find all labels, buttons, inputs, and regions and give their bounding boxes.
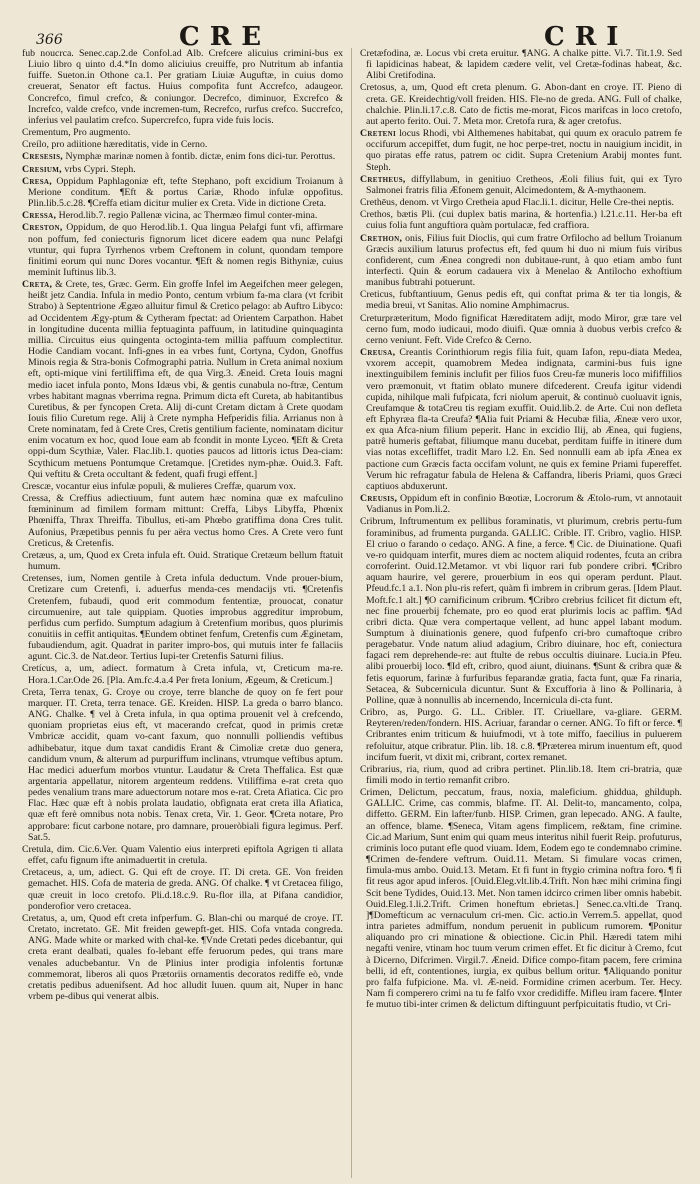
- dictionary-entry: [22, 913, 343, 1002]
- dictionary-entry: [360, 764, 682, 786]
- dictionary-entry: [22, 481, 343, 492]
- dictionary-entry: [22, 687, 343, 843]
- dictionary-entry: [360, 233, 682, 289]
- entry-lemma: Cresa,: [22, 175, 52, 187]
- entry-text: Creílo, pro adiitione hæreditatis, vide in Cerno.: [22, 139, 208, 151]
- entry-text: Cretaceus, a, um, adiect. G. Qui eft de croye. IT. Di creta. GE. Von freiden gemachet. HIS. Cofa de materia de greda. ANG. Of chalke. ¶ vt Cretacea filigo, quæ creuit in loco cretofo. Pli.d.18.c.9. Ru-flor illa, at Pifana candidior, ponderofior vero cretacea.: [22, 867, 343, 912]
- left-column: [16, 48, 352, 1178]
- entry-text: Herod.lib.7. regio Pallenæ vicina, ac Thermæo fimul conter-mina.: [58, 210, 318, 222]
- entry-lemma: Creston,: [22, 222, 63, 234]
- dictionary-entry: [360, 787, 682, 1010]
- dictionary-entry: [22, 151, 343, 162]
- dictionary-entry: [360, 707, 682, 763]
- entry-lemma: Creteni: [360, 128, 397, 140]
- dictionary-entry: [22, 176, 343, 209]
- dictionary-entry: [22, 573, 343, 662]
- entry-text: Oppidum, de quo Herod.lib.1. Qua lingua Pelafgi funt vfi, affirmare non poffum, fed coniecturis fignorum licet dicere eadem qua nunc Pelafgi vtuntur, qui fupra Tyrrhenos vrbem Creftonem in colunt, quondam tempore finitimi eorum qui nunc Dores vocantur. ¶Eft & nomen regis Bithyniæ, cuius meminit Iuftinus lib.3.: [28, 222, 344, 278]
- dictionary-entry: [360, 289, 682, 311]
- entry-text: Crescæ, vocantur eius infulæ populi, & mulieres Creffæ, quarum vox.: [22, 480, 296, 492]
- dictionary-entry: [360, 82, 682, 127]
- dictionary-entry: [22, 222, 343, 278]
- entry-text: Cribrum, Inftrumentum ex pellibus foraminatis, vt plurimum, crebris pertu-fum foraminibus, ad frumenta purganda. GALLIC. Crible. IT. Cribro, vaglio. HISP. El criuo o farando o cedaço. ANG. A fine, a ferce. ¶ Cic. de Diuinatione. Quafi ve-ro quidquam interfit, mures diem ac noctem aliquid rodentes, fcuta an cribra corroferint. Ouid.12.Metamor. vt vbi liquor rari fub pondere cribri. ¶Cribro aquam haurire, vel gerere, prouerbium in eos qui operam perdunt. Plaut. Pfeud.fc.1 a.1. Non plu-ris refert, quàm fi imbrem in cribrum geras. [Idem Plaut. Moft.fc.1 alt.] ¶O carnificinum cribrum. ¶Cribro crebrius fcilicet fit dictum eft, nec fine prouerbij fchemate, pro eo quod erat plurimis locis ac paffim. ¶Ad cribri dicta. Quæ vera compertaque vellent, ad hunc appel labant modum. Sumptum à diuinationis genere, quod fufpenfo cri-bro cumaftoque cribro peragebatur. Vnde natum aliud adagium, Cribro diuinare, hoc eft, coniectura fagaci rem deprehende-re: aut ftulte de rebus occultis diuinare. Lucia.in Pfeu. alibi prouerbij loco. ¶Id eft, cribro, quod aiunt, diuinans. ¶Sunt & cribra quæ & fetis equorum, farinæ à furfuribus feparandæ gratia, facta funt, quæ Fa rinaria, Setacea, & Subcernicula dicuntur. Sunt & Excufforia à lino & Pollinaria, à Polline, quæ à nonnullis ab incernendo, Incernicula di-cta funt.: [360, 516, 682, 706]
- entry-lemma: Cretheus,: [360, 173, 406, 185]
- dictionary-entry: [22, 663, 343, 685]
- entry-text: & Crete, tes, Græc. Germ. Ein groffe Infel im Aegeifchen meer gelegen, heißt jetz Candia. Infula in medio Ponto, centum vrbium fa-ma clara (vt fcribit Strabo) à Septentrione Ægæo alluitur fimul & Cretico pelago: ab Auftro Libyco: ad Occidentem Ægy-ptum & Cytheram fpectat: ad Orientem Carpathon. Habet in longitudine ducenta millia feptuaginta paffuum, in latitudine quinquaginta millia. Circuitus eius quingenta octoginta-tem millia paffuum complectitur. Hodie Candiam vocant. Infi-gnes in ea vrbes funt, Cortyna, Cydon, Gnoffus Minois regia & Stra-bonis Cofmographi patria. Nullum in Creta animal noxium eft, opti-mique vini fertiliffima eft, de qua Virg.3. Æneid. Creta Iouis magni medio iacet infula ponto, Mons Idæus vbi, & gentis cunabula no-ftræ, Centum vrbes habitant magnas vberrima regna. Primum dicta eft Cureta, ab habitantibus Curetibus, & per fyncopen Creta. Alij di-cunt Cretam dictam à Crete quodam Iouis filio Curetum rege. Alij à Crete nympha Hefperidis filia. Arrianus non à Crete nominatam, fed à Crete Cres, Cretis gentilium faciente, nominatam dicitur enim vocatum ex hoc, quod Ioue eam ab fcondit in monte Lyceo. ¶Eft & Creta oppi-dum Scythiæ, Valer. Flac.lib.1. quoties paucos ad littoris ictus Dea-ciam: Scythicum metuens Pontumque Cretamque. [Cretides nym-phæ. Ouid.3. Faft. Qui veftitu & Creta occultant & fedent, quafi frugi effent.]: [28, 279, 344, 480]
- entry-lemma: Crethon,: [360, 232, 403, 244]
- running-head-left: CRE: [179, 22, 272, 52]
- entry-text: Crementum, Pro augmento.: [22, 127, 131, 139]
- dictionary-entry: [22, 210, 343, 221]
- entry-lemma: Cresium,: [22, 163, 62, 175]
- dictionary-entry: [22, 164, 343, 175]
- right-column: [352, 48, 688, 1178]
- dictionary-entry: [360, 128, 682, 173]
- entry-text: Nymphæ marinæ nomen à fontib. dictæ, enim fons dici-tur. Perottus.: [65, 151, 336, 163]
- entry-text: locus Rhodi, vbi Althemenes habitabat, qui quum ex oraculo patrem fe occifurum accepiffet, dum fugit, ne hoc perpe-tret, noctu in nauigium incidit, in quo piratas effe ratus, patrem oc cidit. Supra Cretenium Arabij montes funt. Steph.: [366, 128, 682, 173]
- dictionary-entry: [360, 197, 682, 208]
- dictionary-entry: [22, 48, 343, 126]
- dictionary-entry: [22, 493, 343, 549]
- entry-text: Cribro, as, Purgo. G. LL. Cribler. IT. Criuellare, va-gliare. GERM. Reyteren/reden/fondern. HIS. Acriuar, farandar o cerner. ANG. To fift or ferce. ¶ Cribrantes enim triticum & huiufmodi, vt à tote miffo, faecilius in puluerem refoluitur, atque cribratur. Plin. lib. 18. c.8. ¶Præterea mirum inuentum eft, quod incifum fuerit, vt dixit mi, cribrant, cortex remanet.: [360, 707, 682, 763]
- entry-text: Creturpræteritum, Modo fignificat Hæreditatem adijt, modo Miror, græ tare vel cerno fum, modo iudicaui, modo diuifi. Quæ omnia à duobus verbis crefco & cerno veniunt. Feft. Vide Crefco & Cerno.: [360, 312, 682, 346]
- entry-text: Cretatus, a, um, Quod eft creta infperfum. G. Blan-chi ou marqué de croye. IT. Cretato, incretato. GE. Mit freiden gewepft-get. HIS. Cofa vntada congreda. ANG. Made white or marked with chal-ke. ¶Vnde Cretati pedes dicebantur, qui creta erant dealbati, quales fo-lebant effe feruorum pedes, qui trans mare venales aducbebantur. Vn de Plinius inter prodigia infolentis fortunæ commemorat, liberos ali quos Prætoriis ornamentis decoratos rediffe eò, vnde cretatis pedibus aduenifsent. Ad hoc alludit Iuuen. quum ait, Nuper in hanc vrbem pe-dibus qui venerat albis.: [22, 912, 343, 1002]
- entry-text: Cretæus, a, um, Quod ex Creta infula eft. Ouid. Stratique Cretæum bellum ftatuit humum.: [22, 549, 343, 573]
- dictionary-entry: [360, 313, 682, 346]
- page-number: 366: [36, 32, 63, 48]
- dictionary-entry: [22, 279, 343, 480]
- entry-text: Cretícus, a, um, adiect. formatum à Creta infula, vt, Creticum ma-re. Hora.1.Car.Ode 26. [Pla. Am.fc.4.a.4 Per freta Ionium, Ægeum, & Creticum.]: [22, 663, 343, 686]
- entry-text: Crimen, Delictum, peccatum, fraus, noxia, maleficium. ghiddua, ghilduph. GALLIC. Crime, cas commis, blafme. IT. Al. Delit-to, mancamento, colpa, diffetto. GERM. Ein lafter/funb. HISP. Crimen, gran lepecado. ANG. A faulte, an offence, blame. ¶Seneca, Vitam agens fimplicem, re&tam, fine crimine. Cic.ad Marium, Sunt enim qui quam meus interitus nihil fuerit Reip. profuturus, criminis loco putant efle quod viuam. Idem, Eodem ego te condemnabo crimine. ¶Crimen de-fendere veftrum. Ouid.11. Metam. Si fimulare vocas crimen, fimula-mus ambo. Ouid.13. Metam. Et fi funt in ftygio crimina noftra foro. ¶ fi fit reus agor apud inferos. [Ouid.Eleg.vlt.lib.4.Trift. Non hæc mihi crimina fingi Scit bene Tydides, Ouid.13. Met. Non tamen idcirco crimen liber omnis habebit. Ouid.Eleg.1.li.2.Trift. Crimen honeftum ebrietas.] Senec.ca.vlti.de Tranq. ]¶Domefticum ac vernaculum cri-men. Cic. actio.in Verrem.5. appellat, quod intra parietes admiffum, nondum peruenit in publicum rumorem. ¶Ponitur aliquando pro cri minatione & obiectione. Cic.in Phil. Hæredi tatem mihi negafti venire, vtinam hoc tuum verum crimen effet. Et fic dicitur à Cremo, fcut à Dicerno, Difcrimen. Virgil.7. Æneid. Difice compo-fitam pacem, fere crimina belli, id eft, contentiones, iurgia, ex quibus bellum oritur. ¶Aliquando ponitur pro falfa fufpicione. Ma. vl. Æ-neid. Formidine crimen acerbum. Ter. Hecy. Nam fi comperero crimi na tu fe falfo vxor credidiffe. Mifleu iram facere. ¶Inter fe mutuo tibi-inter crimen & delictum diftinguunt perfpicuitatis ftudio, vt Cri-: [360, 787, 682, 1011]
- entry-text: Creticus, fubftantiuum, Genus pedis eft, qui conftat prima & ter tia longis, & media breui, vt Sanitas. Alio nomine Amphimacrus.: [360, 289, 682, 312]
- dictionary-entry: [22, 867, 343, 912]
- entry-text: Oppidum Paphlagoniæ eft, tefte Stephano, poft excidium Troianum à Merione conditum. ¶Eft & portus Cariæ, Rhodo infulæ oppofitus. Plin.lib.5.c.28. ¶Creffa etiam dicitur mulier ex Creta. Vide in dictione Creta.: [28, 175, 344, 210]
- entry-lemma: Cresesis,: [22, 151, 64, 163]
- entry-text: Cretenses, ium, Nomen gentile à Creta infula deductum. Vnde prouer-bium, Cretizare cum Cretenfi, i. aduerfus menda-ces mendacijs vti. ¶Cretenfis Cretenfem, fubaudi, quod erit commodum fententiæ, prouocat, conatur circumuenire, aut tale quippiam. Quoties improbus aggreditur improbum, perfidus cum perfido. Sumptum adagium à Cretenfium moribus, quos plurimis conuitiis in ceffit antiquitas. ¶Eundem obtinet fenfum, Cretenfis cum Æginetam, fubaudiendum, agit. Quadrat in pariter impro-bos, qui mutuis inter fe fallaciis agunt. Cic.3. de Nat.deor. Tertius Iupi-ter Cretenfis Saturni filius.: [22, 573, 343, 663]
- entry-text: Crethos, bætis Pli. (cui duplex batis marina, & hortenfia.) l.21.c.11. Her-ba eft cuius folia funt anguftiora quàm portulacæ, fed craffiora.: [360, 209, 682, 232]
- dictionary-entry: [22, 550, 343, 572]
- entry-lemma: Creusa,: [360, 347, 396, 359]
- entry-lemma: Cressa,: [22, 210, 57, 222]
- entry-text: Crethēus, denom. vt Virgo Cretheia apud Flac.li.1. dicitur, Helle Cre-thei neptis.: [360, 197, 674, 209]
- running-head-right: CRI: [544, 22, 629, 52]
- entry-text: Cretæfodina, æ. Locus vbi creta eruitur. ¶ANG. A chalke pitte. Vi.7. Tit.1.9. Sed fi lapidicinas habeat, & lapidem cædere velit, vel Cretæ-fodinas habeat, &c. Alibi Cretifodina.: [360, 48, 682, 82]
- dictionary-entry: [360, 174, 682, 196]
- entry-text: Cribrarius, ria, rium, quod ad cribra pertinet. Plin.lib.18. Item cri-bratria, quæ fimili modo in tertio remanfit cribro.: [360, 763, 682, 786]
- entry-text: onis, Filius fuit Dioclis, qui cum fratre Orfilocho ad bellum Troianum Græcis auxilium laturus profectus eft, fed quum hi duo ni mium fuis viribus confiderent, cum Ænea congredi non dubitaue-runt, à quo etiam ambo funt interfecti. Quin & eorum cadauera vix à Menelao & Antilocho exhoftium manibus fubtrahi potuerunt.: [366, 232, 682, 289]
- dictionary-entry: [360, 516, 682, 706]
- entry-lemma: Creta,: [22, 279, 53, 291]
- entry-text: Oppidum eft in confinio Bœotiæ, Locrorum & Ætolo-rum, vt annotauit Vadianus in Pom.li.2.: [366, 493, 683, 516]
- dictionary-entry: [360, 209, 682, 231]
- dictionary-entry: [360, 48, 682, 81]
- dictionary-entry: [22, 127, 343, 138]
- entry-text: Creantis Corinthiorum regis filia fuit, quam Iafon, repu-diata Medea, vxorem accepit, quamobrem Medea indignata, carmini-bus fuis igne inextinguibilem feminis inclufit per filios fuos Creu-fæ muneris loco mififfilios vero præmonuit, vt ftatim oblato munere difcederent. Creufa igitur videndi cupida, nihilque mali fufpicata, fcri niolum aperuit, & continuò cuoluavit ignis, Creufamque & totaCreu tis regiam exuffit. Ouid.lib.2. de Arte. Cui non defleta eft Ephyræa fla-ta Creufa? ¶Alia fuit Priami & Hecubæ filia, Æneæ vero uxor, ex qua Afca-nium filium peperit. Hanc in excidio Ilij, ab Ænea, qui fugiens, patrê humeris geftabat, filiumque manu ducebat, perditam fuiffe in itinere dum vias notas excefliffet, tradit Maro l.2. En. Sed nonnulli eam ab ipfa Ænea ex pactione cum Græcis facta occifam volunt, ne quis ex femine Priami fupereffet. Verum hic refragatur fabula de Helena & Caffandra, liberis Priami, quos Græci captiuos abduxerunt.: [366, 347, 682, 492]
- text-columns: [16, 48, 688, 1178]
- entry-text: fub noucrca. Senec.cap.2.de Confol.ad Alb. Crefcere alicuius crimini-bus ex Liuio libro q uinto d.4.*In domo aliciuius creuiffe, pro Nutritum ab infantia fuiffe. Sueton.in Othone ca.1. Per gratiam Liuiæ Auguftæ, in cuius domo creuerat, Senator eft factus. Huius compofita funt Accrefco, adaugeor. Concrefco, fimul crefco, & coniungor. Decrefco, diminuor, Excrefco & Increfco, valde crefco, vnde incremen-tum, Recrefco, rurfus crefco. Succrefco, inferius vel paulatim crefco. Supercrefco, fupra vide fuis locis.: [22, 48, 343, 126]
- entry-lemma: Creusis,: [360, 493, 398, 505]
- dictionary-entry: [360, 347, 682, 492]
- entry-text: vrbs Cypri. Steph.: [64, 163, 136, 175]
- entry-text: Cretula, dim. Cic.6.Ver. Quam Valentio eius interpreti epiftola Agrigen ti allata effet, cafu fignum ifte animaduertit in cretula.: [22, 843, 343, 867]
- entry-text: diffyllabum, in genitiuo Cretheos, Æoli filius fuit, qui ex Tyro Salmonei fratris filia Æfonem genuit, Alcimedontem, & A-mythaonem.: [366, 173, 682, 196]
- dictionary-entry: [22, 139, 343, 150]
- entry-text: Creta, Terra tenax, G. Croye ou croye, terre blanche de quoy on fe fert pour marquer. IT. Creta, terra tenace. GE. Kreiden. HISP. La greda o barro blanco. ANG. Chalke. ¶ vel à Creta infula, in qua optima prouenit vel à crefcendo, quoniam proprietas eius eft, vt macerando crefcat, quod in primis cretæ Vmbricæ accidit, quam vo-cant faxum, quo nonnulli polliendis veftibus adhibebatur, itque dum taxat candidis Erant & Cimoliæ cretæ duo genera, candidum vnum, & alterum ad purpuriffum inclinans, vtrumque veftibus aptum. Hac medici aduerfum morbos vtuntur. Laudatur & Creta Theffalica. Est quæ argentaria appellatur, nitorem argenteum reddens. Vtiliffima e-rat creta quo pedes venalium trans mare aduectorum notare mos e-rat. Creta Afiatica. Cic pro Flac. Hæc quæ eft à nobis prolata laudatio, obfignata erat creta illa Afiatica, quæ eft ferè omnibus nota nobis. Tenax creta, Vir. 1. Geor. ¶Creta notare, Pro approbare: ficut carbone notare, pro damnare, proueròbiali figura legimus. Perf. Sat.5.: [22, 686, 343, 843]
- dictionary-entry: [22, 844, 343, 866]
- entry-text: Cretosus, a, um, Quod eft creta plenum. G. Abon-dant en croye. IT. Pieno di creta. GE. Kreidechtig/voll freiden. HIS. Fle-no de greda. ANG. Full of chalke, chalchie. Plin.li.17.c.8. Cato de fictis me-morat, Ficos marifcas in loco cretofo, aut aperto ferito. Oui. 7. Meta mor. Cretofa rura, & ager cretofus.: [360, 82, 682, 127]
- dictionary-entry: [360, 493, 682, 515]
- entry-text: Cressa, & Creffius adiectiuum, funt autem hæc nomina quæ ex mafculino fœmininum ad fimilem formam mittunt: Creffa, Libys Libyffa, Phœnix Phœniffa, Thrax Threiffa. Tibullus, eti-am Phœbo gratiffima dona Cres tulit. Aufonius, Præpetibus pennis fu per aëra vectus homo Cres. A Crete vero funt Creticus, & Cretenfis.: [22, 493, 343, 549]
